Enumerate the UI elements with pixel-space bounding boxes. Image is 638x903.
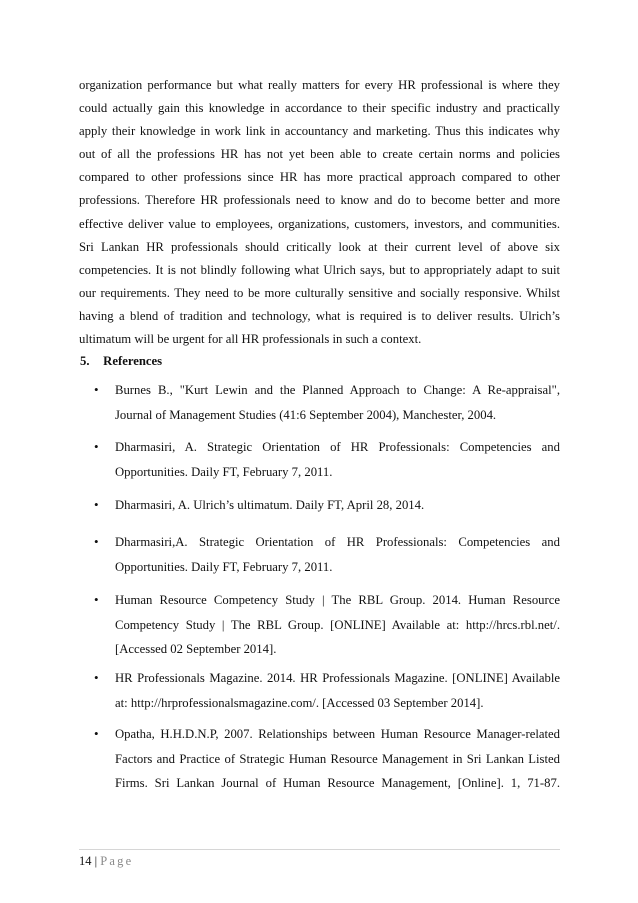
reference-line: Competency Study | The RBL Group. [ONLINE] Available at: http://hrcs.rbl.net/. [115, 617, 560, 632]
bullet-icon: • [94, 497, 99, 512]
paragraph-line: organization performance but what really matters for every HR professional is where they [79, 78, 560, 92]
page-label: Page [100, 854, 134, 868]
paragraph-line: apply their knowledge in work link in accountancy and marketing. Thus this indicates why [79, 124, 560, 139]
reference-line: Dharmasiri, A. Strategic Orientation of HR Professionals: Competencies and [115, 440, 560, 454]
reference-line: Journal of Management Studies (41:6 September 2004), Manchester, 2004. [115, 407, 497, 422]
paragraph-line: our requirements. They need to be more culturally sensitive and socially responsive. Whilst [79, 285, 560, 300]
section-heading [80, 354, 162, 369]
bullet-icon: • [94, 726, 99, 741]
reference-line: Dharmasiri, A. Ulrich’s ultimatum. Daily FT, April 28, 2014. [115, 498, 425, 512]
reference-line: Opportunities. Daily FT, February 7, 2011. [115, 559, 333, 574]
reference-line: Opatha, H.H.D.N.P, 2007. Relationships between Human Resource Manager-related [115, 727, 560, 741]
reference-line: Factors and Practice of Strategic Human Resource Management in Sri Lankan Listed [115, 751, 560, 766]
paragraph-line: effective deliver value to employees, organizations, customers, investors, and communities. [79, 216, 560, 231]
bullet-icon: • [94, 592, 99, 607]
paragraph-line: ultimatum will be urgent for all HR professionals in such a context. [79, 332, 422, 347]
footer-divider [79, 849, 560, 850]
paragraph-line: professions. Therefore HR professionals need to know and do to become better and more [79, 193, 560, 208]
reference-line: Firms. Sri Lankan Journal of Human Resource Management, [Online]. 1, 71-87. [115, 776, 560, 791]
page-number: 14 [79, 854, 92, 868]
bullet-icon: • [94, 670, 99, 685]
reference-line: Opportunities. Daily FT, February 7, 2011. [115, 464, 333, 479]
reference-line: Dharmasiri,A. Strategic Orientation of HR Professionals: Competencies and [115, 535, 560, 549]
section-title: References [103, 354, 163, 368]
paragraph-line: compared to other professions since HR has more practical approach compared to other [79, 170, 560, 185]
reference-line: HR Professionals Magazine. 2014. HR Professionals Magazine. [ONLINE] Available [115, 671, 560, 685]
footer-separator: | [94, 854, 98, 868]
bullet-icon: • [94, 534, 99, 549]
paragraph-line: having a blend of tradition and technology, what is required is to deliver results. Ulrich’s [79, 308, 560, 323]
reference-line: Human Resource Competency Study | The RBL Group. 2014. Human Resource [115, 593, 560, 607]
bullet-icon: • [94, 439, 99, 454]
paragraph-line: competencies. It is not blindly following what Ulrich says, but to appropriately adapt to suit [79, 262, 560, 277]
paragraph-line: Sri Lankan HR professionals should critically look at their current level of above six [79, 239, 560, 254]
page-footer [79, 854, 133, 869]
reference-line: Burnes B., "Kurt Lewin and the Planned Approach to Change: A Re-appraisal", [115, 383, 560, 397]
paragraph-line: could actually gain this knowledge in accordance to their specific industry and practically [79, 101, 560, 116]
paragraph-line: out of all the professions HR has not yet been able to create certain norms and policies [79, 147, 560, 162]
bullet-icon: • [94, 382, 99, 397]
reference-line: [Accessed 02 September 2014]. [115, 642, 277, 657]
body-paragraph [79, 74, 560, 351]
section-number: 5. [80, 354, 90, 368]
reference-line: at: http://hrprofessionalsmagazine.com/. [Accessed 03 September 2014]. [115, 695, 484, 710]
